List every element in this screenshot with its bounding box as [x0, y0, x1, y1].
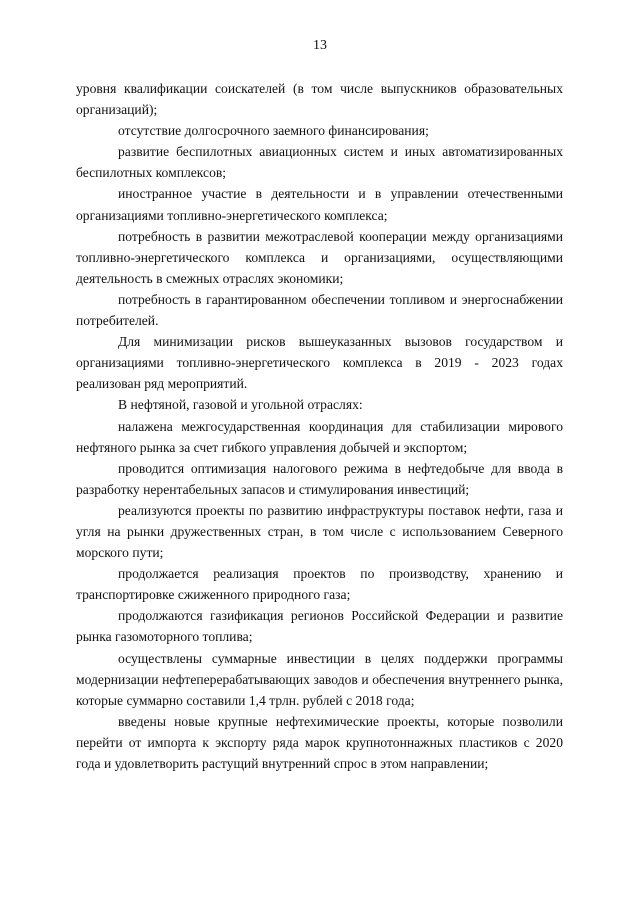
- paragraph-foreign-participation: иностранное участие в деятельности и в управлении отечественными организациями топливно-энергетического комплекса;: [76, 186, 563, 223]
- paragraph-gasification: продолжаются газификация регионов Российской Федерации и развитие рынка газомоторного топлива;: [76, 608, 563, 645]
- paragraph-risk-minimization: Для минимизации рисков вышеуказанных вызовов государством и организациями топливно-энергетического комплекса в 2019 - 2023 годах реализован ряд мероприятий.: [76, 334, 563, 392]
- paragraph-unmanned-systems: развитие беспилотных авиационных систем и иных автоматизированных беспилотных комплексов;: [76, 144, 563, 181]
- paragraph-long-term-financing: отсутствие долгосрочного заемного финансирования;: [118, 123, 429, 139]
- paragraph-intersectoral-cooperation: потребность в развитии межотраслевой кооперации между организациями топливно-энергетического комплекса и организациями, осуществляющими деятельность в смежных отраслях экономики;: [76, 228, 563, 286]
- paragraph-refinery-investments: осуществлены суммарные инвестиции в целях поддержки программы модернизации нефтеперерабатывающих заводов и обеспечения внутреннего рынка, которые суммарно составили 1,4 трлн. рублей с 2018 года;: [76, 650, 563, 708]
- document-body: [76, 78, 563, 774]
- paragraph-petrochemical-projects: введены новые крупные нефтехимические проекты, которые позволили перейти от импорта к экспорту ряда марок крупнотоннажных пластиков с 2020 года и удовлетворить растущий внутренний спрос в этом направлении;: [76, 713, 563, 771]
- paragraph-lng-projects: продолжается реализация проектов по производству, хранению и транспортировке сжиженного природного газа;: [76, 566, 563, 603]
- paragraph-infrastructure-projects: реализуются проекты по развитию инфраструктуры поставок нефти, газа и угля на рынки дружественных стран, в том числе с использованием Северного морского пути;: [76, 502, 563, 561]
- paragraph-interstate-coordination: налажена межгосударственная координация для стабилизации мирового нефтяного рынка за счет гибкого управления добычей и экспортом;: [76, 418, 563, 455]
- paragraph-oil-gas-coal-heading: В нефтяной, газовой и угольной отраслях:: [118, 397, 363, 413]
- page-number: 13: [313, 38, 327, 53]
- paragraph-qualification: уровня квалификации соискателей (в том числе выпускников образовательных организаций);: [76, 81, 563, 118]
- paragraph-tax-optimization: проводится оптимизация налогового режима в нефтедобыче для ввода в разработку нерентабельных запасов и стимулирования инвестиций;: [76, 460, 563, 497]
- paragraph-guaranteed-supply: потребность в гарантированном обеспечении топливом и энергоснабжении потребителей.: [76, 291, 563, 329]
